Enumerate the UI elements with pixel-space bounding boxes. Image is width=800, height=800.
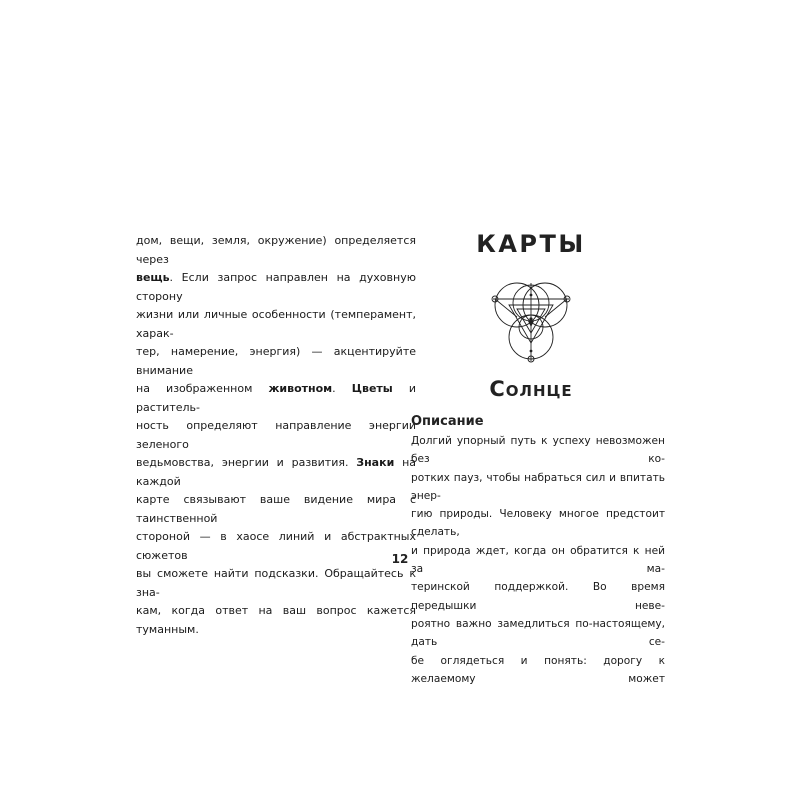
bold-term: животном [268, 382, 333, 395]
description-line: ротких пауз, чтобы набраться сил и впитать энер- [411, 471, 665, 502]
text-run: на изображенном [136, 382, 269, 395]
bold-term: Знаки [356, 456, 395, 469]
left-text-column [136, 232, 416, 639]
description-line: теринской поддержкой. Во время передышки неве- [411, 581, 665, 612]
sun-sigil-icon [487, 277, 575, 367]
text-run: дом, вещи, земля, окружение) определяется через [136, 234, 416, 266]
text-run: карте связывают ваше видение мира с таинственной [136, 493, 416, 525]
text-run: . Если запрос направлен на духовную сторону [136, 271, 416, 303]
text-line [136, 306, 416, 343]
page-number: 12 [391, 552, 409, 566]
text-line [136, 417, 416, 454]
text-line [136, 565, 416, 602]
text-run: жизни или личные особенности (темперамент, харак- [136, 308, 416, 340]
description-line: роятно важно замедлиться по-настоящему, дать се- [411, 617, 665, 649]
text-run: и раститель- [136, 382, 416, 414]
text-line [136, 454, 416, 491]
text-line [136, 232, 416, 269]
bold-term: Цветы [351, 382, 393, 395]
right-column [397, 0, 665, 800]
text-run: стороной — в хаосе линий и абстрактных сюжетов [136, 530, 416, 562]
text-line [136, 380, 416, 417]
bold-term: вещь [136, 271, 170, 284]
text-line [136, 269, 416, 306]
description-line: и природа ждет, когда он обратится к ней за ма- [411, 544, 665, 576]
text-run: вы сможете найти подсказки. Обращайтесь к зна- [136, 567, 416, 599]
description-line: Долгий упорный путь к успеху невозможен без ко- [411, 435, 665, 466]
text-line [136, 343, 416, 380]
description-line: гию природы. Человеку многое предстоит сделать, [411, 508, 665, 539]
text-line [136, 491, 416, 528]
text-line [136, 602, 416, 639]
text-run: ведьмовства, энергии и развития. [136, 456, 357, 469]
section-title: КАРТЫ [476, 230, 586, 258]
text-run: на каждой [136, 456, 417, 488]
text-run: ность определяют направление энергии зеленого [136, 419, 416, 451]
description-line: бе оглядеться и понять: дорогу к желаемому может [411, 654, 665, 685]
text-run: тер, намерение, энергия) — акцентируйте внимание [136, 345, 416, 377]
card-name: Солнце [489, 377, 573, 401]
description-heading: Описание [411, 414, 484, 429]
text-run: кам, когда ответ на ваш вопрос кажется туманным. [136, 604, 416, 636]
text-run: . [332, 382, 352, 395]
